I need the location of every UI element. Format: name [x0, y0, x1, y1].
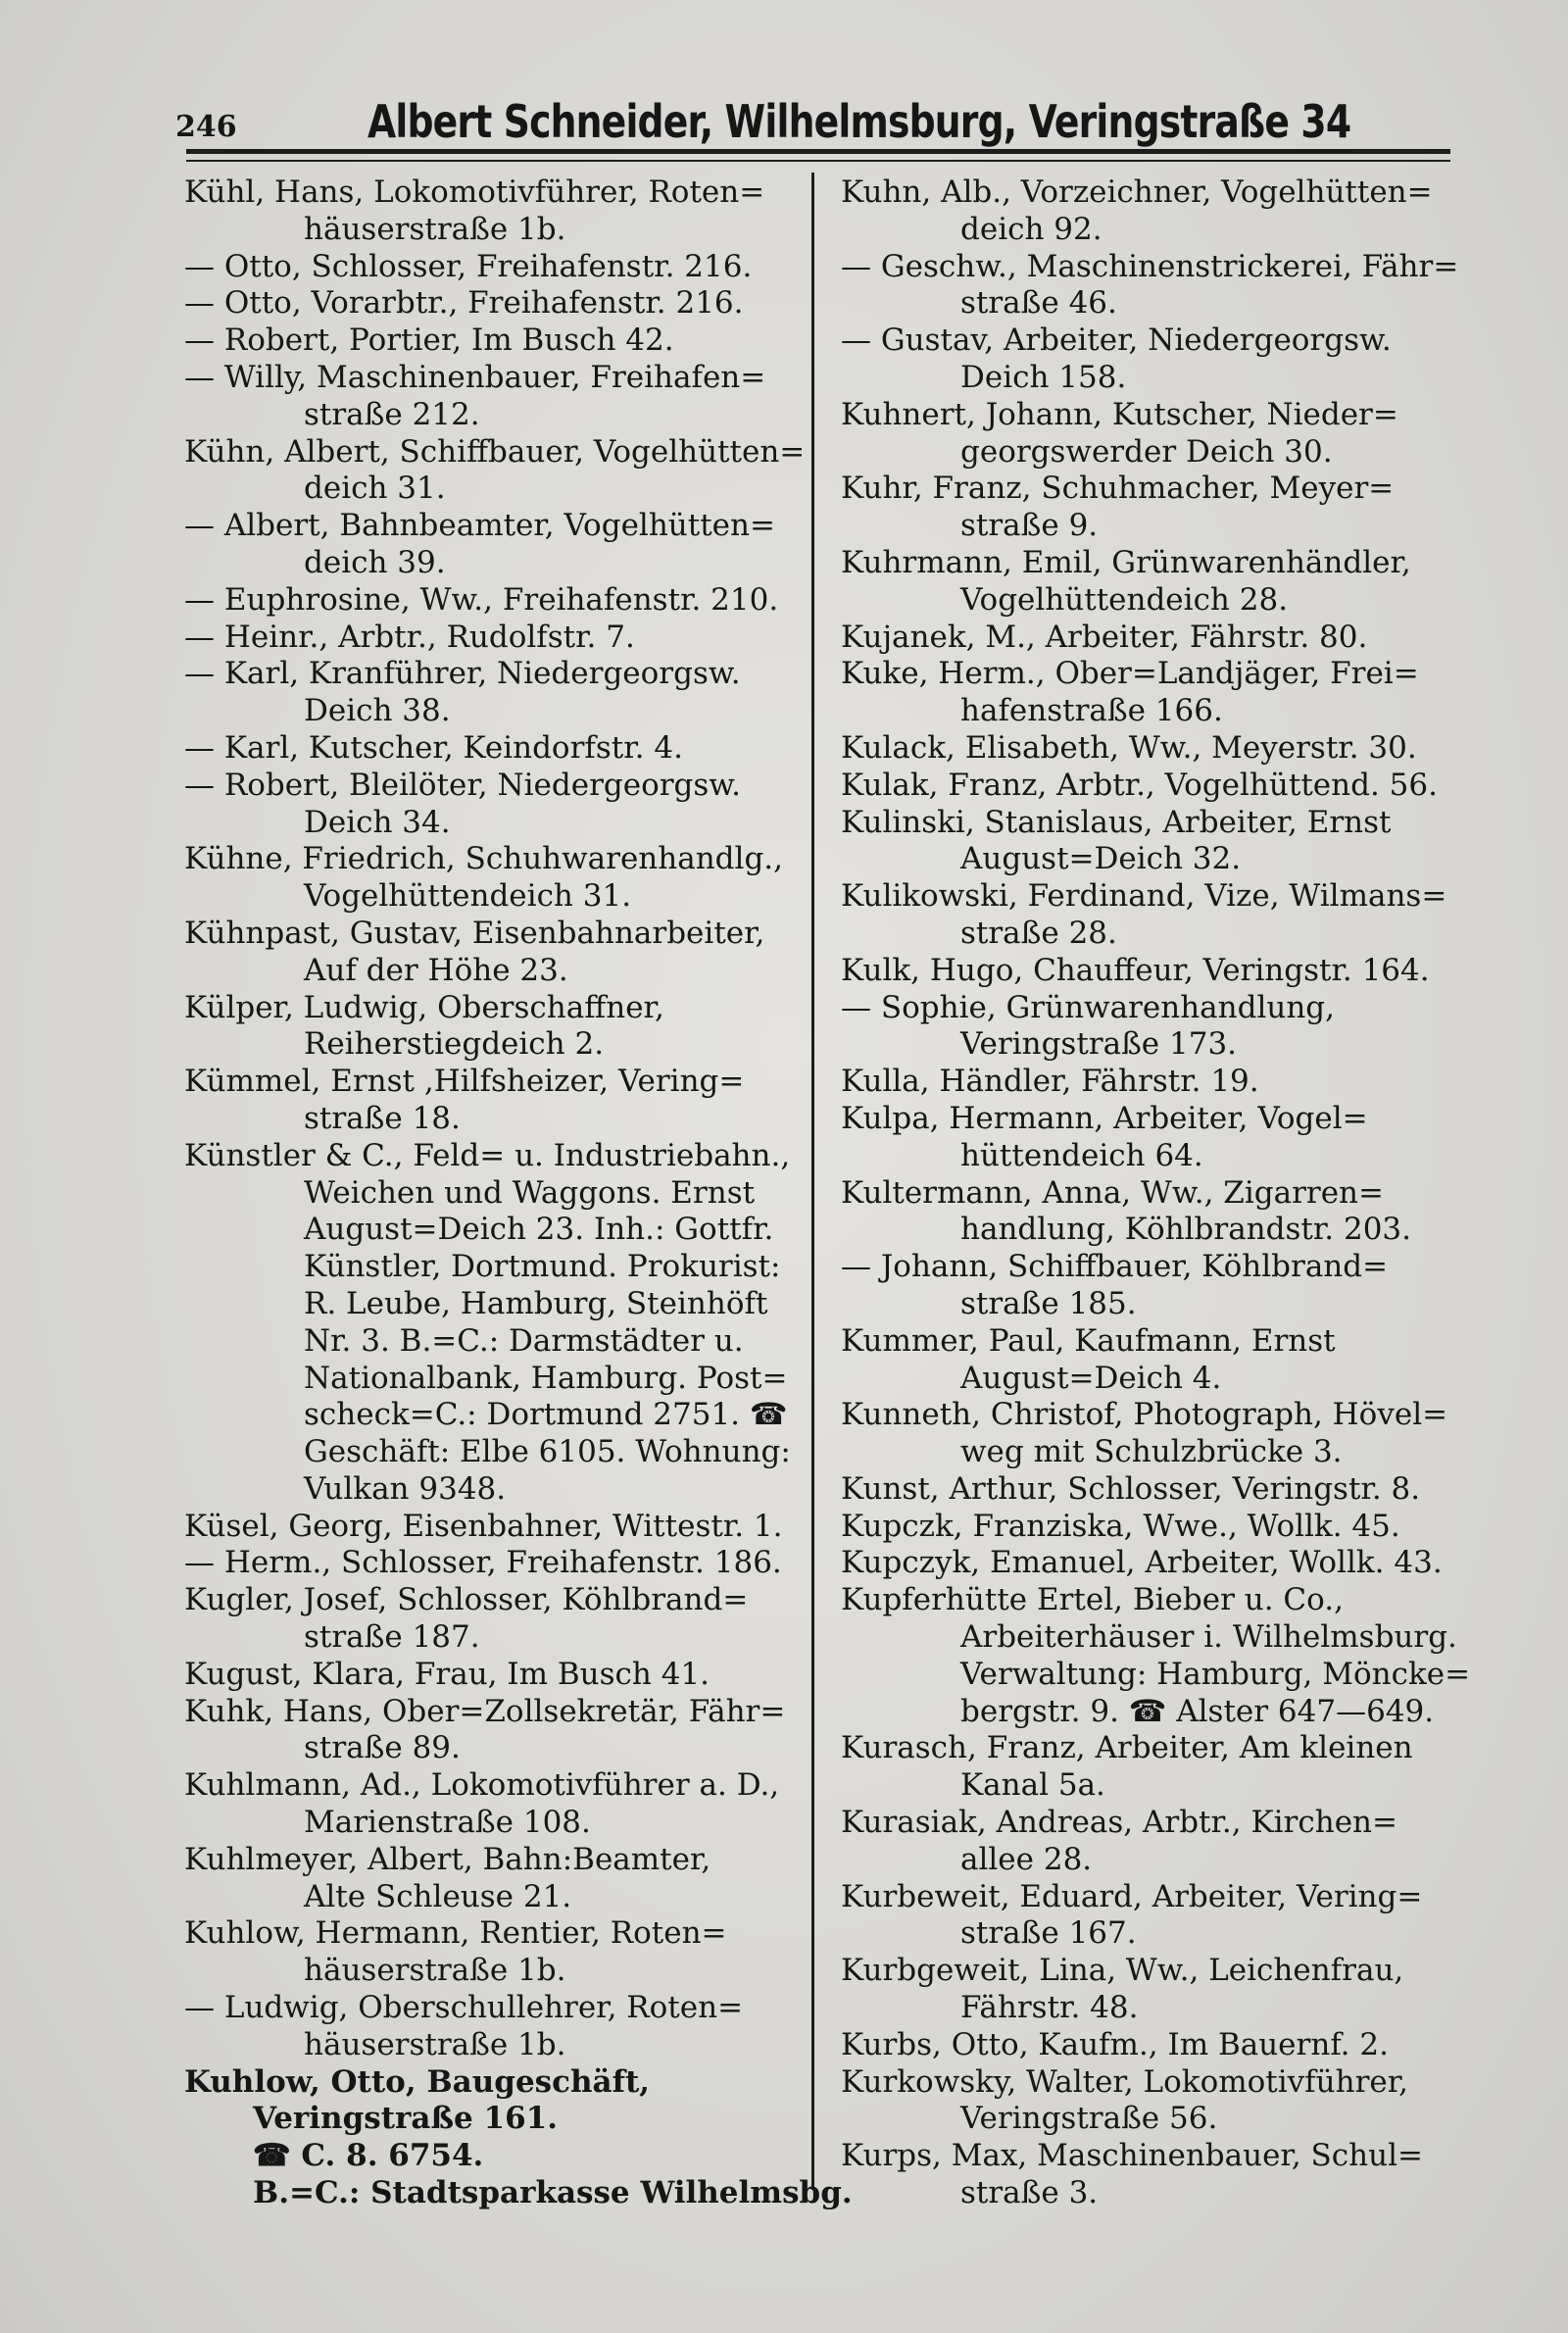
entry-line-continuation: Nr. 3. B.=C.: Darmstädter u.: [304, 1322, 744, 1359]
directory-entry: [841, 1249, 1488, 1323]
entry-line-continuation: straße 167.: [960, 1915, 1137, 1952]
entry-line-continuation: Vogelhüttendeich 31.: [304, 878, 632, 915]
entry-line-first: — Ludwig, Oberschullehrer, Roten=: [184, 1990, 744, 2026]
directory-entry: [841, 990, 1488, 1065]
entry-line-continuation: Arbeiterhäuser i. Wilhelmsburg.: [960, 1619, 1457, 1656]
directory-entry: [184, 1990, 811, 2064]
entry-line-continuation: straße 3.: [960, 2175, 1099, 2211]
entry-line-continuation: allee 28.: [960, 1841, 1093, 1877]
entry-line-first: — Otto, Vorarbtr., Freihafenstr. 216.: [184, 285, 744, 322]
entry-line-continuation: August=Deich 4.: [960, 1360, 1222, 1396]
entry-line-continuation: Fährstr. 48.: [960, 1990, 1139, 2026]
directory-entry: [184, 508, 811, 582]
directory-entry: [184, 434, 811, 509]
entry-line-first: Kühnpast, Gustav, Eisenbahnarbeiter,: [184, 915, 765, 951]
entry-line-continuation: Weichen und Waggons. Ernst: [304, 1174, 756, 1211]
entry-line-first: Küsel, Georg, Eisenbahner, Wittestr. 1.: [184, 1508, 783, 1544]
entry-line-continuation: straße 212.: [304, 396, 480, 432]
directory-entry: [184, 1545, 811, 1582]
directory-entry: [841, 768, 1488, 805]
entry-line-first: Kummer, Paul, Kaufmann, Ernst: [841, 1322, 1336, 1359]
directory-entry: [184, 916, 811, 990]
directory-entry: [184, 1842, 811, 1916]
entry-line-first: — Karl, Kranführer, Niedergeorgsw.: [184, 656, 741, 692]
directory-entry: [184, 323, 811, 360]
entry-line-continuation: straße 18.: [304, 1100, 461, 1136]
entry-line-first: — Karl, Kutscher, Keindorfstr. 4.: [184, 729, 683, 766]
directory-entry: [184, 1767, 811, 1842]
entry-line-continuation: straße 89.: [304, 1730, 461, 1766]
entry-line-continuation: Reiherstiegdeich 2.: [304, 1026, 605, 1063]
entry-line-continuation: weg mit Schulzbrücke 3.: [960, 1434, 1343, 1470]
entry-line-continuation: August=Deich 32.: [960, 841, 1242, 877]
entry-line-first: Kuhr, Franz, Schuhmacher, Meyer=: [841, 471, 1395, 507]
entry-line-first: Kuhlow, Hermann, Rentier, Roten=: [184, 1915, 727, 1952]
entry-line-continuation: Deich 158.: [960, 359, 1127, 395]
directory-entry: [184, 1138, 811, 1509]
entry-line-first: Kupczyk, Emanuel, Arbeiter, Wollk. 43.: [841, 1545, 1443, 1581]
entry-line-continuation: B.=C.: Stadtsparkasse Wilhelmsbg.: [253, 2175, 853, 2211]
directory-entry: [841, 730, 1488, 768]
entry-line-first: Kuhlmann, Ad., Lokomotivführer a. D.,: [184, 1767, 780, 1804]
directory-entry: [841, 878, 1488, 953]
entry-line-first: Kurkowsky, Walter, Lokomotivführer,: [841, 2063, 1409, 2100]
directory-entry: [841, 1730, 1488, 1805]
directory-entry: [841, 1879, 1488, 1954]
entry-line-first: — Sophie, Grünwarenhandlung,: [841, 989, 1335, 1025]
directory-entry: [841, 1545, 1488, 1582]
entry-line-first: Kühl, Hans, Lokomotivführer, Roten=: [184, 174, 765, 210]
directory-entry: [841, 620, 1488, 657]
entry-line-first: Kugust, Klara, Frau, Im Busch 41.: [184, 1656, 710, 1692]
header-rule-thick: [186, 149, 1450, 154]
entry-line-continuation: R. Leube, Hamburg, Steinhöft: [304, 1285, 768, 1321]
entry-line-first: Kupferhütte Ertel, Bieber u. Co.,: [841, 1582, 1344, 1618]
directory-entry: [841, 1509, 1488, 1546]
entry-line-first: Kuhn, Alb., Vorzeichner, Vogelhütten=: [841, 174, 1433, 210]
entry-line-first: Kurasch, Franz, Arbeiter, Am kleinen: [841, 1730, 1413, 1766]
entry-line-first: — Otto, Schlosser, Freihafenstr. 216.: [184, 248, 753, 284]
entry-line-first: — Robert, Portier, Im Busch 42.: [184, 323, 674, 359]
entry-line-continuation: deich 39.: [304, 544, 446, 580]
entry-line-first: Kuhrmann, Emil, Grünwarenhändler,: [841, 544, 1411, 580]
directory-entry: [184, 1694, 811, 1768]
entry-line-continuation: scheck=C.: Dortmund 2751. ☎: [304, 1397, 788, 1433]
directory-entry: [841, 953, 1488, 990]
entry-line-continuation: Veringstraße 173.: [960, 1026, 1238, 1063]
entry-line-first: Kuke, Herm., Ober=Landjäger, Frei=: [841, 656, 1419, 692]
directory-entry: [184, 1509, 811, 1546]
entry-line-first: Külper, Ludwig, Oberschaffner,: [184, 989, 664, 1025]
running-title: Albert Schneider, Wilhelmsburg, Veringstraße 34: [368, 95, 1351, 148]
entry-line-continuation: straße 28.: [960, 915, 1117, 951]
page-number: 246: [175, 110, 237, 144]
entry-line-first: Kühn, Albert, Schiffbauer, Vogelhütten=: [184, 433, 806, 470]
entry-line-first: Kulla, Händler, Fährstr. 19.: [841, 1064, 1259, 1100]
entry-line-continuation: straße 187.: [304, 1619, 480, 1656]
directory-entry: [841, 323, 1488, 397]
directory-entry: [841, 397, 1488, 472]
entry-line-first: — Gustav, Arbeiter, Niedergeorgsw.: [841, 323, 1392, 359]
entry-line-first: Kunst, Arthur, Schlosser, Veringstr. 8.: [841, 1470, 1421, 1507]
entry-line-continuation: hüttendeich 64.: [960, 1137, 1203, 1173]
entry-line-continuation: August=Deich 23. Inh.: Gottfr.: [304, 1212, 774, 1248]
entry-line-continuation: bergstr. 9. ☎ Alster 647—649.: [960, 1693, 1435, 1729]
entry-line-first: Künstler & C., Feld= u. Industriebahn.,: [184, 1137, 791, 1173]
directory-entry: [184, 1915, 811, 1990]
entry-line-first: — Euphrosine, Ww., Freihafenstr. 210.: [184, 581, 779, 618]
directory-entry: [184, 990, 811, 1065]
entry-line-first: Kulikowski, Ferdinand, Vize, Wilmans=: [841, 878, 1447, 915]
directory-entry: [184, 620, 811, 657]
entry-line-continuation: Veringstraße 161.: [253, 2101, 559, 2137]
entry-line-continuation: häuserstraße 1b.: [304, 2026, 566, 2062]
entry-line-first: Kurasiak, Andreas, Arbtr., Kirchen=: [841, 1805, 1397, 1841]
entry-line-continuation: deich 92.: [960, 211, 1102, 247]
entry-line-continuation: häuserstraße 1b.: [304, 1953, 566, 1989]
directory-entry: [841, 2027, 1488, 2064]
entry-line-first: Kulk, Hugo, Chauffeur, Veringstr. 164.: [841, 952, 1430, 988]
entry-line-continuation: Deich 38.: [304, 693, 451, 729]
entry-line-first: — Willy, Maschinenbauer, Freihafen=: [184, 359, 766, 395]
entry-line-continuation: straße 9.: [960, 508, 1099, 544]
directory-entry: [841, 174, 1488, 249]
entry-line-first: Kurbgeweit, Lina, Ww., Leichenfrau,: [841, 1953, 1404, 1989]
directory-entry: [841, 1582, 1488, 1730]
entry-line-first: Kunneth, Christof, Photograph, Hövel=: [841, 1397, 1448, 1433]
directory-entry: [841, 471, 1488, 545]
entry-line-first: Kulak, Franz, Arbtr., Vogelhüttend. 56.: [841, 767, 1438, 803]
entry-line-continuation: georgswerder Deich 30.: [960, 433, 1333, 470]
directory-entry: [841, 656, 1488, 730]
entry-line-continuation: Alte Schleuse 21.: [304, 1878, 572, 1914]
entry-line-continuation: straße 185.: [960, 1285, 1137, 1321]
entry-line-first: Kultermann, Anna, Ww., Zigarren=: [841, 1174, 1384, 1211]
right-column: [841, 174, 1488, 2212]
entry-line-first: — Johann, Schiffbauer, Köhlbrand=: [841, 1249, 1389, 1285]
entry-line-first: Kurbeweit, Eduard, Arbeiter, Vering=: [841, 1878, 1423, 1914]
directory-entry: [841, 249, 1488, 323]
entry-line-first: Kulack, Elisabeth, Ww., Meyerstr. 30.: [841, 729, 1417, 766]
directory-entry: [184, 1064, 811, 1138]
entry-line-first: Kuhnert, Johann, Kutscher, Nieder=: [841, 396, 1398, 432]
directory-entry: [184, 730, 811, 768]
entry-line-continuation: Deich 34.: [304, 804, 451, 840]
entry-line-first: Kulpa, Hermann, Arbeiter, Vogel=: [841, 1100, 1368, 1136]
entry-line-first: Kupczk, Franziska, Wwe., Wollk. 45.: [841, 1508, 1400, 1544]
entry-line-first: Kurbs, Otto, Kaufm., Im Bauernf. 2.: [841, 2026, 1389, 2062]
directory-entry: [184, 1657, 811, 1694]
directory-entry: [184, 2063, 853, 2212]
entry-line-continuation: handlung, Köhlbrandstr. 203.: [960, 1212, 1411, 1248]
entry-line-first: Kuhk, Hans, Ober=Zollsekretär, Fähr=: [184, 1693, 786, 1729]
entry-line-first: — Robert, Bleilöter, Niedergeorgsw.: [184, 767, 742, 803]
directory-entry: [841, 1101, 1488, 1175]
directory-entry: [184, 285, 811, 323]
entry-line-first: — Heinr., Arbtr., Rudolfstr. 7.: [184, 619, 635, 655]
entry-line-first: Kugler, Josef, Schlosser, Köhlbrand=: [184, 1582, 749, 1618]
entry-line-first: — Geschw., Maschinenstrickerei, Fähr=: [841, 248, 1459, 284]
header-rule-thin: [186, 160, 1450, 162]
directory-entry: [184, 360, 811, 434]
entry-line-continuation: ☎ C. 8. 6754.: [253, 2138, 484, 2174]
entry-line-continuation: Künstler, Dortmund. Prokurist:: [304, 1249, 781, 1285]
directory-entry: [184, 249, 811, 286]
entry-line-continuation: häuserstraße 1b.: [304, 211, 566, 247]
directory-entry: [841, 2138, 1488, 2212]
left-column: [184, 174, 853, 2212]
entry-line-first: Kujanek, M., Arbeiter, Fährstr. 80.: [841, 619, 1368, 655]
directory-entry: [841, 1175, 1488, 1250]
entry-line-continuation: Marienstraße 108.: [304, 1805, 591, 1841]
directory-entry: [184, 1582, 811, 1657]
column-divider: [811, 173, 814, 2190]
directory-entry: [184, 841, 811, 916]
directory-entry: [184, 656, 811, 730]
directory-entry: [184, 768, 811, 842]
entry-line-continuation: Vulkan 9348.: [304, 1470, 507, 1507]
directory-entry: [841, 1953, 1488, 2027]
entry-line-continuation: Nationalbank, Hamburg. Post=: [304, 1360, 788, 1396]
entry-line-first: Kurps, Max, Maschinenbauer, Schul=: [841, 2138, 1423, 2174]
directory-entry: [841, 1471, 1488, 1509]
directory-entry: [841, 1805, 1488, 1879]
directory-entry: [841, 805, 1488, 879]
entry-line-continuation: Auf der Höhe 23.: [304, 952, 568, 988]
entry-line-first: — Albert, Bahnbeamter, Vogelhütten=: [184, 508, 775, 544]
entry-line-continuation: Verwaltung: Hamburg, Möncke=: [960, 1656, 1471, 1692]
entry-line-continuation: Geschäft: Elbe 6105. Wohnung:: [304, 1434, 791, 1470]
entry-line-first: Kümmel, Ernst ,Hilfsheizer, Vering=: [184, 1064, 745, 1100]
entry-line-first: Kühne, Friedrich, Schuhwarenhandlg.,: [184, 841, 783, 877]
directory-entry: [184, 582, 811, 620]
entry-line-continuation: deich 31.: [304, 471, 446, 507]
directory-entry: [841, 1397, 1488, 1471]
entry-line-first: Kuhlow, Otto, Baugeschäft,: [184, 2063, 651, 2100]
entry-line-continuation: hafenstraße 166.: [960, 693, 1223, 729]
directory-entry: [841, 1323, 1488, 1398]
directory-entry: [841, 2064, 1488, 2139]
entry-line-first: Kulinski, Stanislaus, Arbeiter, Ernst: [841, 804, 1392, 840]
directory-entry: [841, 545, 1488, 620]
entry-line-continuation: straße 46.: [960, 285, 1117, 322]
entry-line-continuation: Vogelhüttendeich 28.: [960, 581, 1289, 618]
directory-entry: [184, 174, 811, 249]
entry-line-first: — Herm., Schlosser, Freihafenstr. 186.: [184, 1545, 782, 1581]
entry-line-first: Kuhlmeyer, Albert, Bahn:Beamter,: [184, 1841, 711, 1877]
entry-line-continuation: Kanal 5a.: [960, 1767, 1105, 1804]
directory-entry: [841, 1064, 1488, 1101]
entry-line-continuation: Veringstraße 56.: [960, 2101, 1218, 2137]
